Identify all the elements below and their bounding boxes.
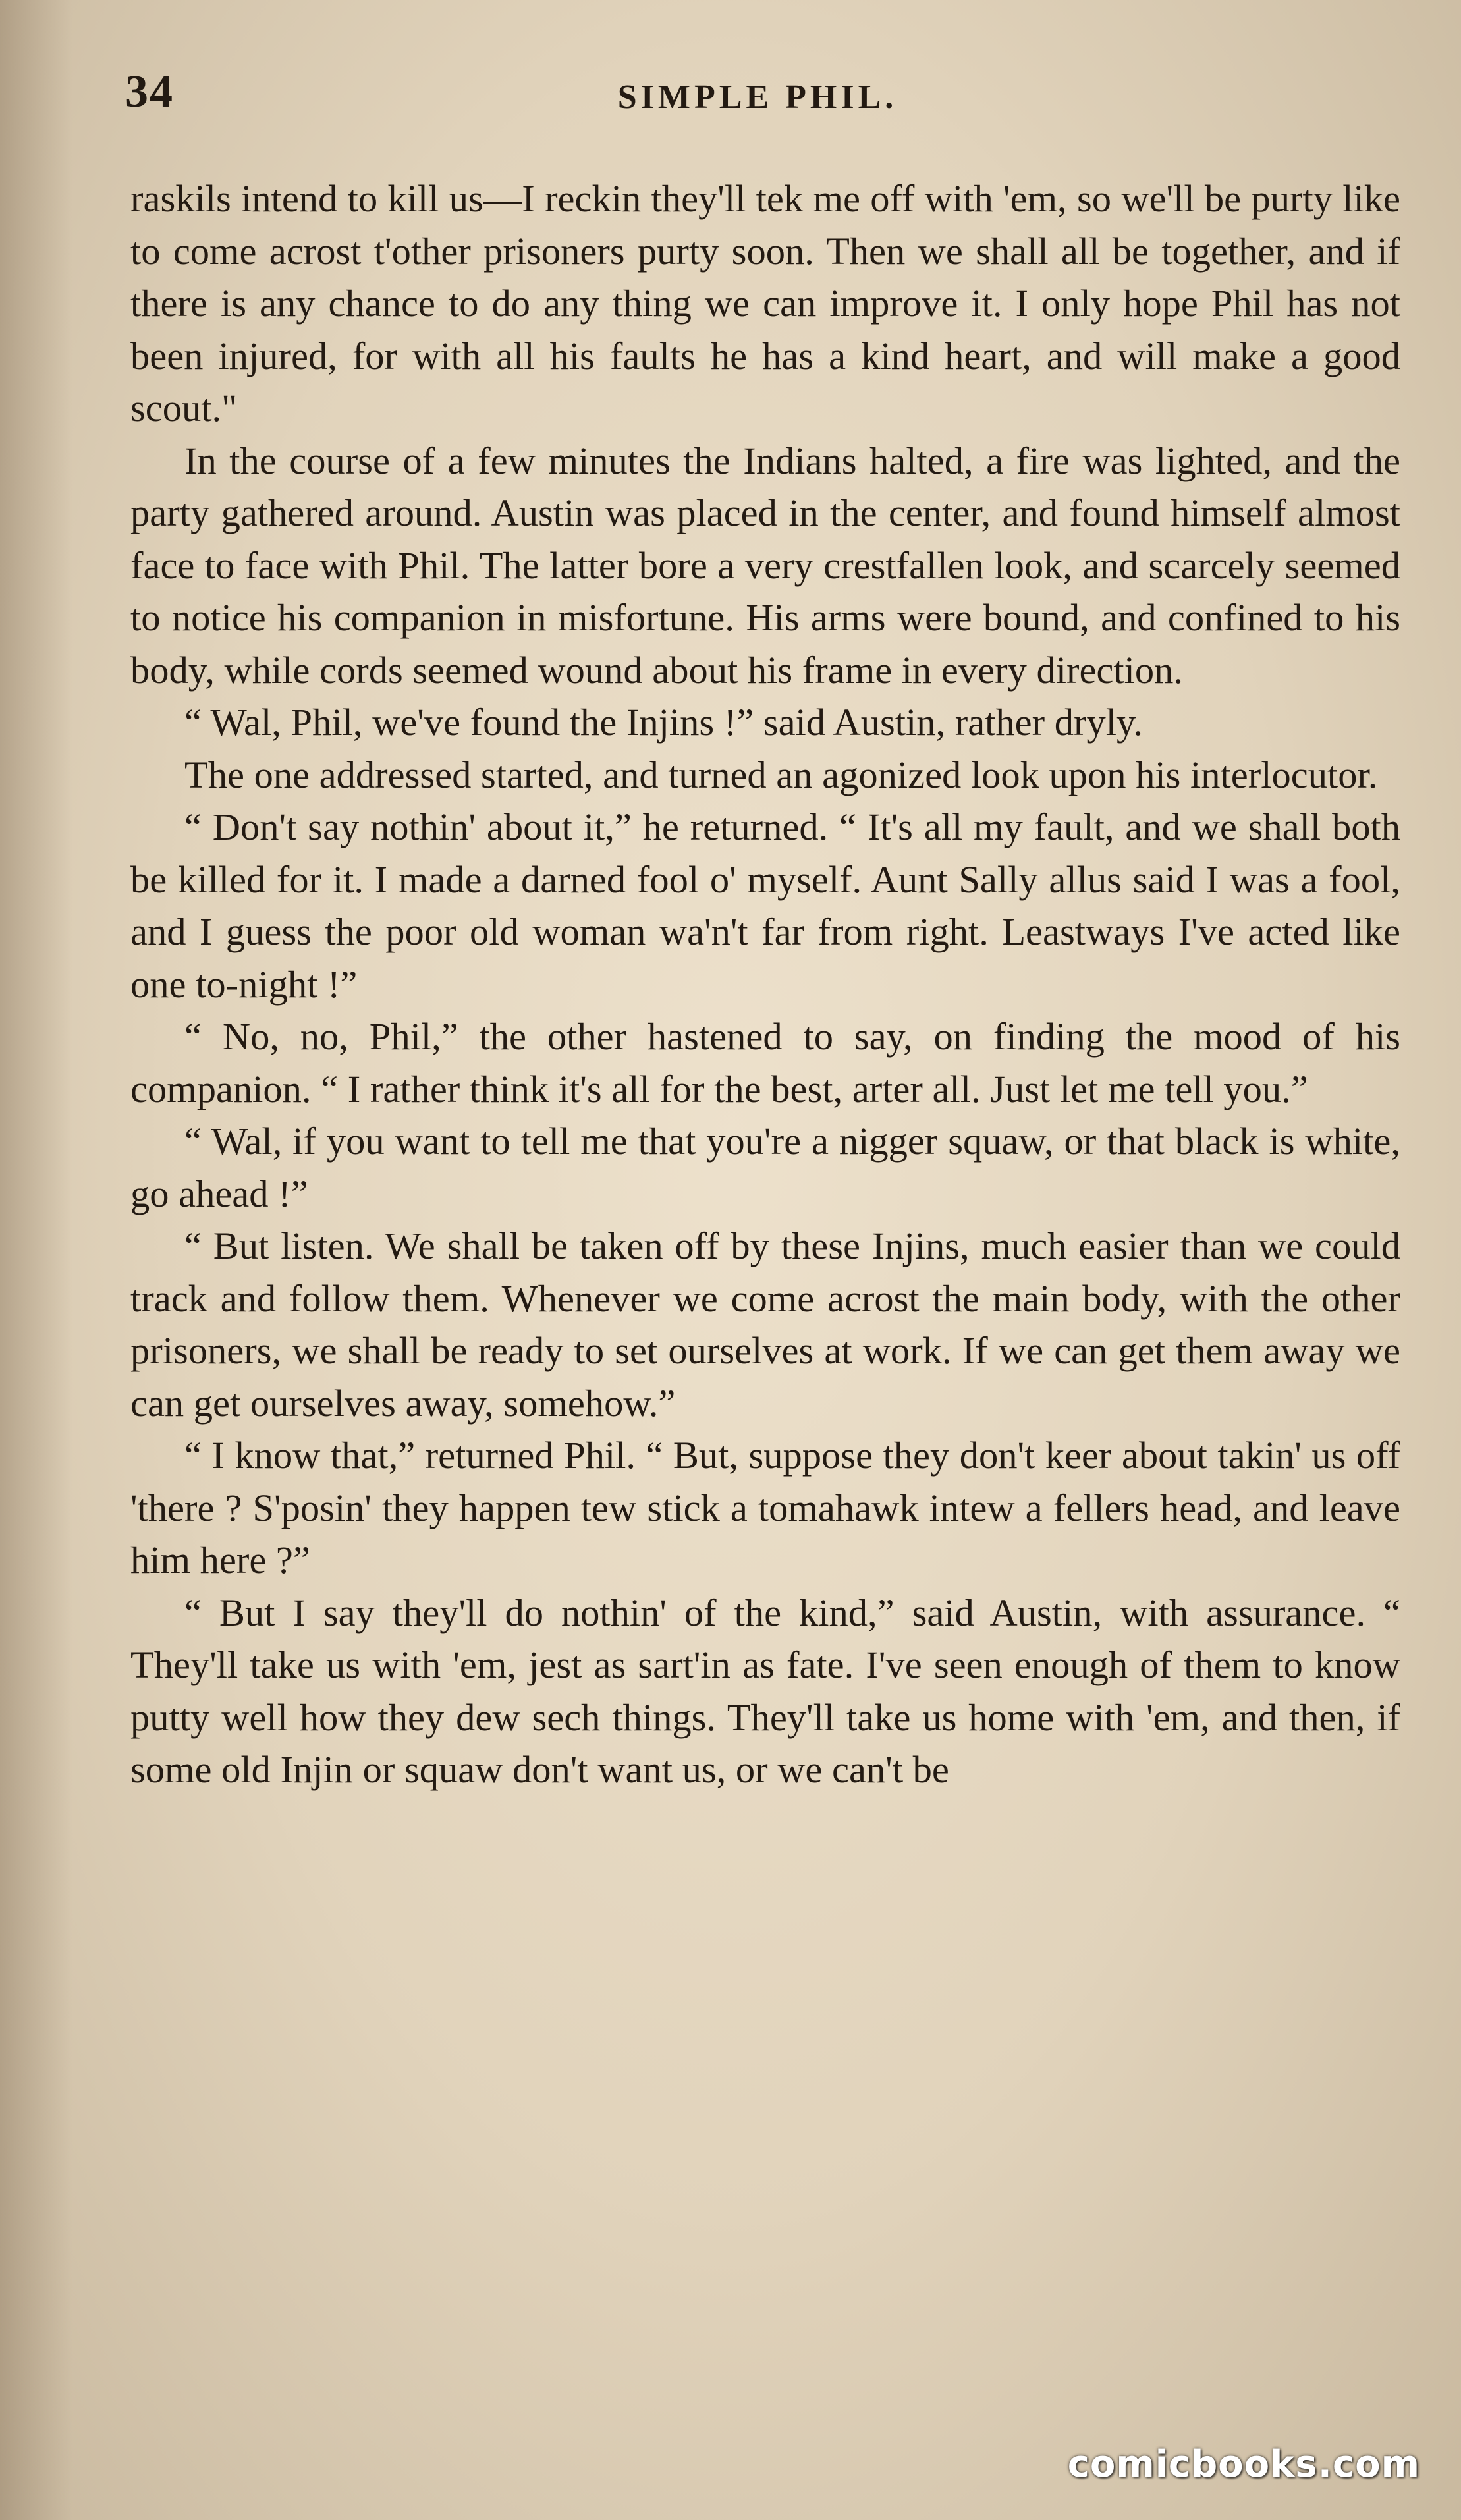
paragraph: “ But listen. We shall be taken off by these Injins, much easier than we could track and follow them. Whenever we come acrost the main body, with the other prisoners, we shall be ready to set ourselves at work. If we can get them away we can get ourselves away, somehow.” bbox=[130, 1224, 1400, 1425]
watermark: comicbooks.com bbox=[1067, 2443, 1420, 2486]
page-edge-shadow bbox=[0, 0, 72, 2520]
paragraph: “ No, no, Phil,” the other hastened to say, on finding the mood of his companion. “ I rather think it's all for the best, arter all. Just let me tell you.” bbox=[130, 1015, 1400, 1110]
paragraph: “ Wal, if you want to tell me that you're a nigger squaw, or that black is white, go ahead !” bbox=[130, 1120, 1400, 1215]
paragraph: “ Wal, Phil, we've found the Injins !” said Austin, rather dryly. bbox=[184, 701, 1144, 744]
running-title: SIMPLE PHIL. bbox=[617, 78, 898, 116]
page-number: 34 bbox=[125, 67, 174, 117]
paragraph: In the course of a few minutes the Indians halted, a fire was lighted, and the party gathered around. Austin was placed in the center, and found himself almost face to face with Phil. The latter bore a very crestfallen look, and scarcely seemed to notice his companion in misfortune. His arms were bound, and confined to his body, while cords seemed wound about his frame in every direction. bbox=[130, 439, 1400, 692]
body-text bbox=[130, 173, 1400, 2340]
paragraph: “ Don't say nothin' about it,” he returned. “ It's all my fault, and we shall both be killed for it. I made a darned fool o' myself. Aunt Sally allus said I was a fool, and I guess the poor old woman wa'n't far from right. Leastways I've acted like one to-night !” bbox=[130, 806, 1400, 1006]
page-header bbox=[125, 66, 1390, 138]
paragraph: “ I know that,” returned Phil. “ But, suppose they don't keer about takin' us off 'there ? S'posin' they happen tew stick a tomahawk intew a fellers head, and leave him here ?” bbox=[130, 1434, 1400, 1581]
paragraph: The one addressed started, and turned an agonized look upon his interlocutor. bbox=[184, 753, 1378, 796]
paragraph: raskils intend to kill us—I reckin they'll tek me off with 'em, so we'll be purty like to come acrost t'other prisoners purty soon. Then we shall all be together, and if there is any chance to do any thing we can improve it. I only hope Phil has not been injured, for with all his faults he has a kind heart, and will make a good scout." bbox=[130, 177, 1400, 429]
paragraph: “ But I say they'll do nothin' of the kind,” said Austin, with assurance. “ They'll take us with 'em, jest as sart'in as fate. I've seen enough of them to know putty well how they dew sech things. They'll take us home with 'em, and then, if some old Injin or squaw don't want us, or we can't be bbox=[130, 1591, 1400, 1791]
